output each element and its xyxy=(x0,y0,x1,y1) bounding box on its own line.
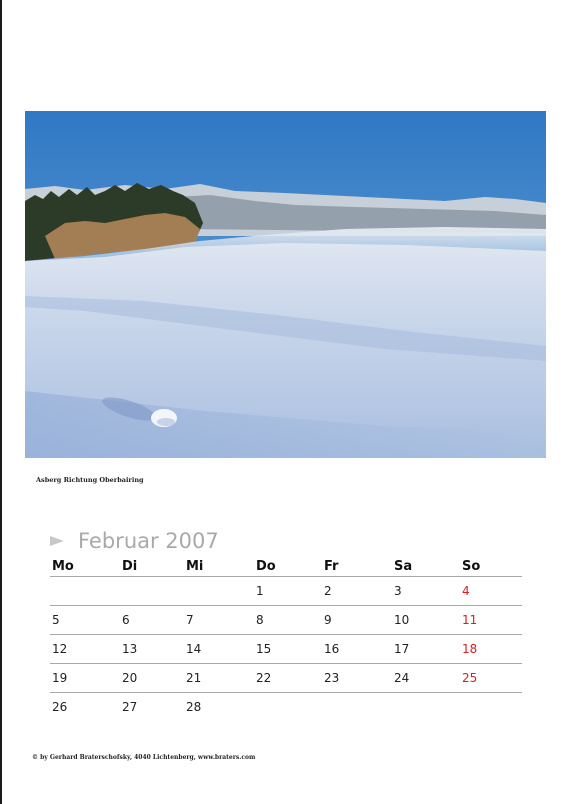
copyright-footer: © by Gerhard Braterschofsky, 4040 Lichtenberg, www.braters.com xyxy=(32,754,256,761)
weekday-di: Di xyxy=(120,556,184,577)
day-cell: 17 xyxy=(392,635,460,664)
sunday-cell: 11 xyxy=(460,606,522,635)
calendar-grid xyxy=(50,556,522,721)
weekday-header-row xyxy=(50,556,522,577)
day-cell xyxy=(184,577,254,606)
day-cell: 28 xyxy=(186,700,202,714)
week-row xyxy=(50,577,522,606)
sunday-cell xyxy=(460,693,522,722)
day-cell: 23 xyxy=(322,664,392,693)
day-cell: 2 xyxy=(322,577,392,606)
day-cell: 8 xyxy=(254,606,322,635)
sunday-cell: 25 xyxy=(460,664,522,693)
day-cell xyxy=(50,577,120,606)
day-cell: 10 xyxy=(392,606,460,635)
weekday-mi: Mi xyxy=(184,556,254,577)
weekday-so: So xyxy=(460,556,522,577)
triangle-right-icon xyxy=(50,536,64,546)
day-cell xyxy=(120,577,184,606)
month-title: Februar 2007 xyxy=(78,529,219,553)
day-cell: 14 xyxy=(184,635,254,664)
week-row xyxy=(50,635,522,664)
sunday-cell: 18 xyxy=(460,635,522,664)
day-cell: 20 xyxy=(120,664,184,693)
day-cell: 27 xyxy=(122,700,138,714)
page-edge xyxy=(0,0,2,804)
day-cell: 9 xyxy=(322,606,392,635)
day-cell: 13 xyxy=(120,635,184,664)
weekday-do: Do xyxy=(254,556,322,577)
day-cell: 5 xyxy=(50,606,120,635)
day-cell: 1 xyxy=(254,577,322,606)
day-cell xyxy=(254,693,322,722)
day-cell: 21 xyxy=(184,664,254,693)
day-cell: 26 xyxy=(52,700,68,714)
calendar-header xyxy=(50,528,219,554)
weekday-fr: Fr xyxy=(322,556,392,577)
day-cell: 6 xyxy=(120,606,184,635)
week-row xyxy=(50,606,522,635)
day-cell: 7 xyxy=(184,606,254,635)
day-cell: 12 xyxy=(50,635,120,664)
day-cell: 22 xyxy=(254,664,322,693)
day-cell: 15 xyxy=(254,635,322,664)
day-cell: 16 xyxy=(322,635,392,664)
week-row xyxy=(50,693,522,722)
day-cell xyxy=(392,693,460,722)
day-cell: 19 xyxy=(50,664,120,693)
landscape-photo xyxy=(25,111,546,458)
weekday-mo: Mo xyxy=(50,556,120,577)
photo-caption: Asberg Richtung Oberbairing xyxy=(36,476,144,484)
week-row xyxy=(50,664,522,693)
day-cell xyxy=(322,693,392,722)
weekday-sa: Sa xyxy=(392,556,460,577)
day-cell: 3 xyxy=(392,577,460,606)
day-cell: 24 xyxy=(392,664,460,693)
sunday-cell: 4 xyxy=(460,577,522,606)
